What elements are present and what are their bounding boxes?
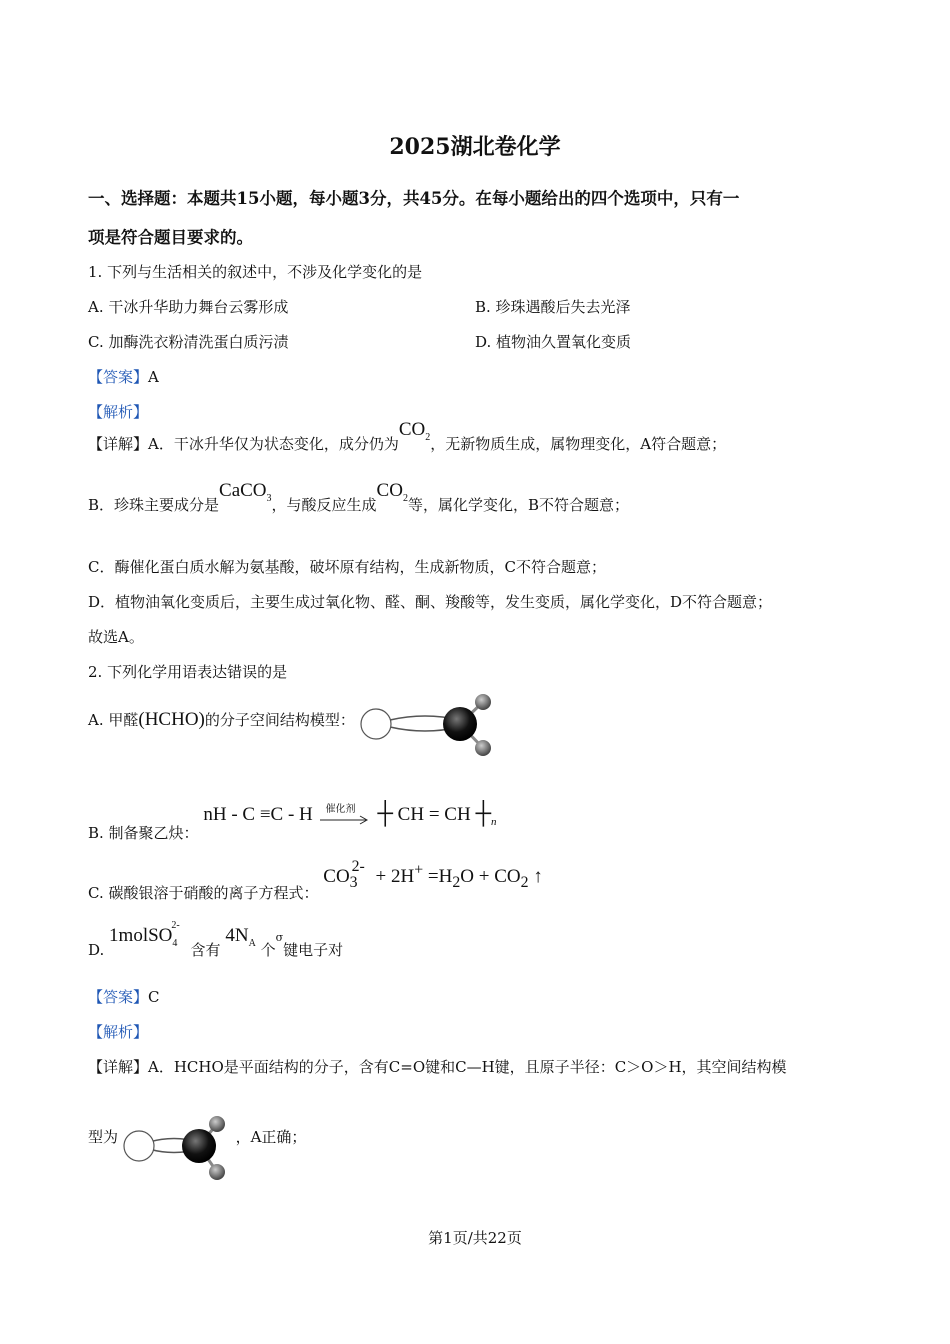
q1-answer xyxy=(88,366,159,387)
q1-detail-a: 【详解】A．干冰升华仅为状态变化，成分仍为$CO_2$，无新物质生成，属物理变化，A符合题意； xyxy=(88,419,727,453)
detail-tag: 【详解】 xyxy=(88,1058,149,1076)
q2-detail-a: 【详解】A．HCHO是平面结构的分子，含有C=O键和C—H键，且原子半径：C＞O＞H，其空间结构模 xyxy=(88,1058,787,1076)
q1-detail-b: B．珍珠主要成分是CaCO$_3$，与酸反应生成$CO_2$等，属化学变化，B不符合题意； xyxy=(88,480,629,514)
answer-tag: 【答案】 xyxy=(88,988,149,1006)
q2-answer-value: C xyxy=(148,988,160,1006)
q2-detail-a-cont: 型为 ，A正确； xyxy=(88,1110,306,1182)
q1-option-d: D. 植物油久置氧化变质 xyxy=(475,333,632,351)
q1-detail-c: C．酶催化蛋白质水解为氨基酸，破坏原有结构，生成新物质，C不符合题意； xyxy=(88,558,606,576)
formaldehyde-model-icon xyxy=(360,690,498,760)
q1-option-c: C. 加酶洗衣粉清洗蛋白质污渍 xyxy=(88,333,289,351)
q2-stem: 2. 下列化学用语表达错误的是 xyxy=(88,663,288,681)
q1-detail-d: D．植物油氧化变质后，主要生成过氧化物、醛、酮、羧酸等，发生变质，属化学变化，D不符合题意； xyxy=(88,593,773,611)
detail-tag: 【详解】 xyxy=(88,435,149,453)
q1-option-a: A. 干冰升华助力舞台云雾形成 xyxy=(88,298,289,316)
q1-analysis-tag: 【解析】 xyxy=(88,403,149,421)
sulfate-amount: 1molSO$_4^{2-}$ xyxy=(109,919,180,949)
q1-answer-value: A xyxy=(148,368,159,386)
q2-option-c: C. 碳酸银溶于硝酸的离子方程式： $CO_3^{2-} + 2H^+ =H_2O + CO_2$ ↑ xyxy=(88,858,543,903)
ionic-equation: $CO_3^{2-} + 2H^+ =H_2O + CO_2$ ↑ xyxy=(323,858,543,892)
reaction-arrow xyxy=(318,806,373,826)
right-arrow-icon xyxy=(318,810,373,830)
page-title: 2025湖北卷化学 xyxy=(389,134,561,160)
co2-formula: $CO_2$ xyxy=(376,480,408,504)
q2-option-d: D. 1molSO$_4^{2-}$ 含有 $4N_A$ 个σ键电子对 xyxy=(88,919,344,959)
hcho-formula: (HCHO) xyxy=(138,709,205,730)
page-footer: 第1页/共22页 xyxy=(428,1229,522,1247)
sigma-symbol: σ xyxy=(275,931,284,944)
q1-option-b: B. 珍珠遇酸后失去光泽 xyxy=(475,298,631,316)
q2-answer xyxy=(88,986,160,1007)
q2-analysis-tag: 【解析】 xyxy=(88,1023,149,1041)
q2-option-b: B. 制备聚乙炔： nH - C ≡C - H 催化剂 ┼ CH = CH $┼_n$ xyxy=(88,800,497,842)
q1-conclusion: 故选A。 xyxy=(88,628,144,646)
caco3-formula: CaCO$_3$ xyxy=(219,480,272,504)
answer-tag: 【答案】 xyxy=(88,368,149,386)
catalyst-label: 催化剂 xyxy=(325,804,356,815)
section-heading-line1: 一、选择题：本题共15小题，每小题3分，共45分。在每小题给出的四个选项中，只有一 xyxy=(88,189,740,208)
q2-option-a: A. 甲醛(HCHO)的分子空间结构模型： xyxy=(88,690,498,760)
q1-stem: 1. 下列与生活相关的叙述中，不涉及化学变化的是 xyxy=(88,263,423,281)
formaldehyde-model-icon xyxy=(123,1110,231,1182)
polyacetylene-product: ┼ CH = CH $┼_n$ xyxy=(377,800,497,828)
acetylene-reactant: nH - C ≡C - H xyxy=(203,804,313,825)
co2-formula: $CO_2$ xyxy=(398,419,431,443)
section-heading-line2: 项是符合题目要求的。 xyxy=(88,228,253,247)
